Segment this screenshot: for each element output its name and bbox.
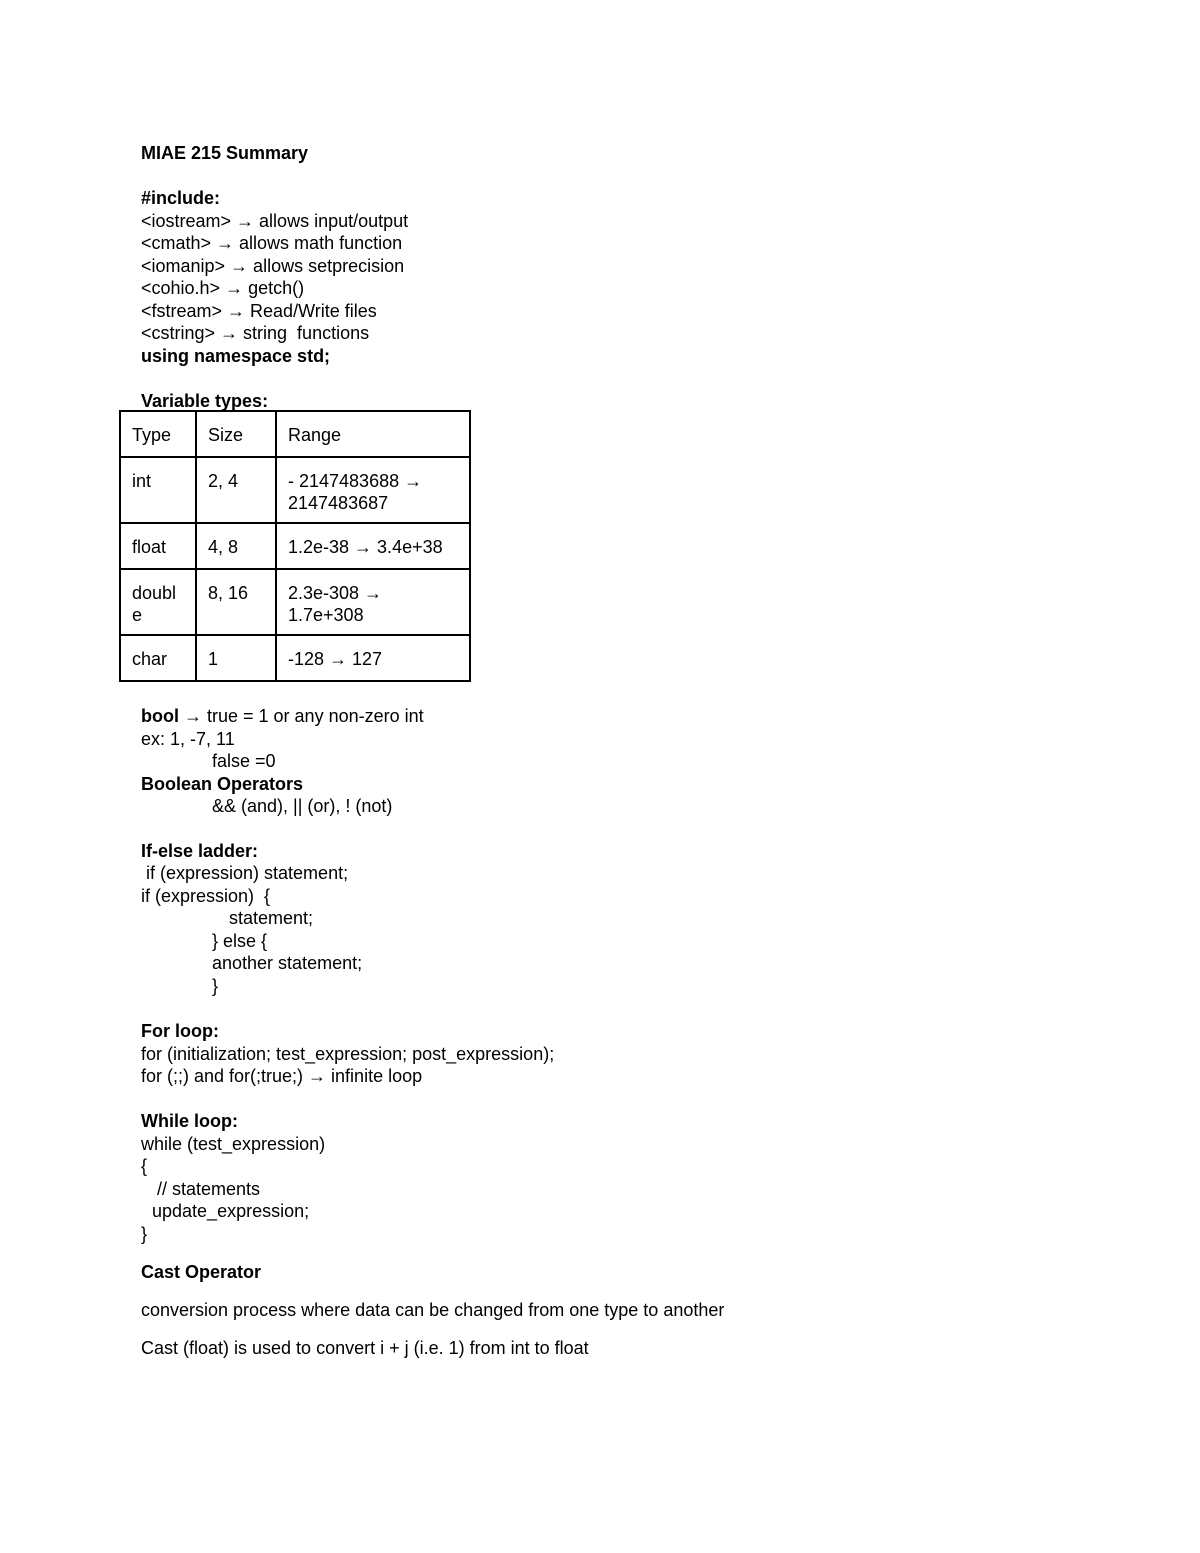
bool-line bbox=[141, 705, 424, 727]
code-line: if (expression) { bbox=[141, 886, 271, 906]
for-loop-heading: For loop: bbox=[141, 1021, 219, 1041]
table-header-cell: Type bbox=[120, 411, 196, 457]
variable-types-table bbox=[119, 410, 471, 682]
range-cell: 1.2e-38 → 3.4e+38 bbox=[276, 523, 470, 569]
page-title: MIAE 215 Summary bbox=[141, 143, 309, 163]
table-row bbox=[120, 569, 470, 635]
code-line: while (test_expression) bbox=[141, 1134, 326, 1154]
ifelse-heading: If-else ladder: bbox=[141, 841, 259, 861]
cast-description: conversion process where data can be changed from one type to another bbox=[141, 1300, 725, 1320]
code-line: // statements bbox=[157, 1179, 261, 1199]
bool-false: false =0 bbox=[212, 751, 276, 771]
table-row bbox=[120, 457, 470, 523]
type-cell: char bbox=[120, 635, 196, 681]
include-item: <cohio.h> → getch() bbox=[141, 278, 305, 298]
bool-true-text: → true = 1 or any non-zero int bbox=[179, 706, 424, 726]
cast-operator-heading: Cast Operator bbox=[141, 1262, 262, 1282]
include-item: <iostream> → allows input/output bbox=[141, 211, 409, 231]
code-line: statement; bbox=[229, 908, 314, 928]
include-heading: #include: bbox=[141, 188, 221, 208]
boolean-operators-heading: Boolean Operators bbox=[141, 774, 304, 794]
bool-keyword: bool bbox=[141, 706, 179, 726]
range-cell: -128 → 127 bbox=[276, 635, 470, 681]
code-line: for (;;) and for(;true;) → infinite loop bbox=[141, 1066, 423, 1086]
size-cell: 8, 16 bbox=[196, 569, 276, 635]
include-item: <iomanip> → allows setprecision bbox=[141, 256, 405, 276]
bool-example: ex: 1, -7, 11 bbox=[141, 729, 235, 749]
code-line: for (initialization; test_expression; post_expression); bbox=[141, 1044, 555, 1064]
table-header-cell: Range bbox=[276, 411, 470, 457]
code-line: } bbox=[212, 976, 219, 996]
code-line: another statement; bbox=[212, 953, 363, 973]
range-cell: - 2147483688 → 2147483687 bbox=[276, 457, 470, 523]
cast-example: Cast (float) is used to convert i + j (i.e. 1) from int to float bbox=[141, 1338, 589, 1358]
table-row bbox=[120, 635, 470, 681]
size-cell: 4, 8 bbox=[196, 523, 276, 569]
code-line: update_expression; bbox=[152, 1201, 310, 1221]
table-header-row bbox=[120, 411, 470, 457]
range-cell: 2.3e-308 → 1.7e+308 bbox=[276, 569, 470, 635]
code-line: { bbox=[141, 1156, 148, 1176]
type-cell: int bbox=[120, 457, 196, 523]
namespace-line: using namespace std; bbox=[141, 346, 331, 366]
while-loop-heading: While loop: bbox=[141, 1111, 238, 1131]
table-row bbox=[120, 523, 470, 569]
code-line: } else { bbox=[212, 931, 268, 951]
type-cell: double bbox=[120, 569, 196, 635]
table-header-cell: Size bbox=[196, 411, 276, 457]
boolean-operators-text: && (and), || (or), ! (not) bbox=[212, 796, 393, 816]
code-line: if (expression) statement; bbox=[146, 863, 349, 883]
size-cell: 2, 4 bbox=[196, 457, 276, 523]
code-line: } bbox=[141, 1224, 148, 1244]
include-item: <cstring> → string functions bbox=[141, 323, 370, 343]
include-item: <fstream> → Read/Write files bbox=[141, 301, 377, 321]
include-item: <cmath> → allows math function bbox=[141, 233, 403, 253]
variable-types-heading: Variable types: bbox=[141, 391, 269, 411]
size-cell: 1 bbox=[196, 635, 276, 681]
type-cell: float bbox=[120, 523, 196, 569]
